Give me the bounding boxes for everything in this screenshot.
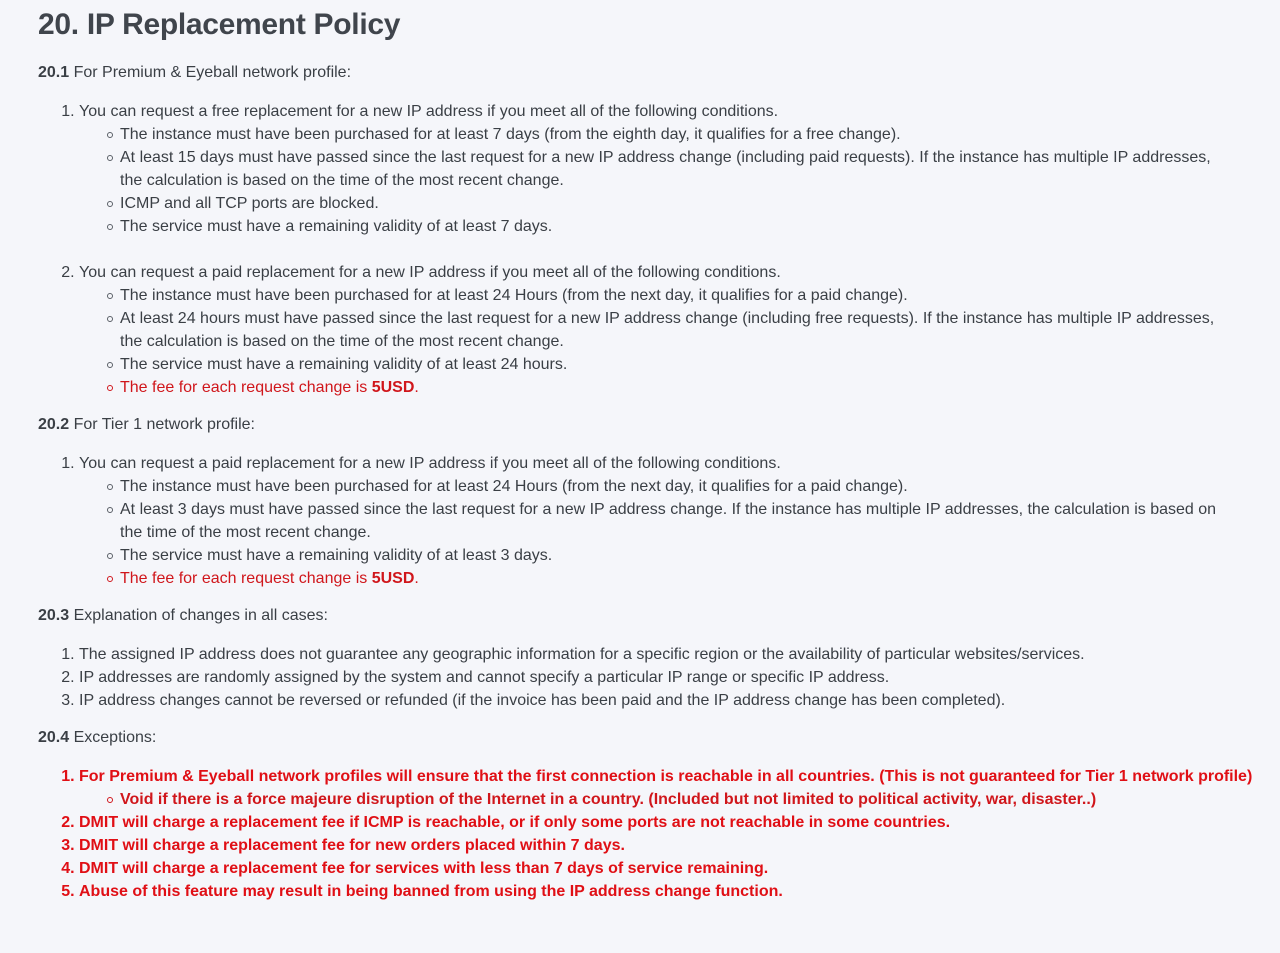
- section-20-4-list: [38, 765, 1280, 903]
- list-item: [79, 261, 1280, 399]
- sub-list-item: At least 24 hours must have passed since the last request for a new IP address change (including free requests). If the instance has multiple IP addresses, the calculation is based on the time of the most recent change.: [120, 307, 1226, 353]
- sub-list: [79, 788, 1280, 811]
- sub-list-item: The instance must have been purchased for at least 7 days (from the eighth day, it qualifies for a free change).: [120, 123, 1226, 146]
- sub-list-item: The instance must have been purchased for at least 24 Hours (from the next day, it qualifies for a paid change).: [120, 284, 1226, 307]
- list-item: 5. Abuse of this feature may result in being banned from using the IP address change function.: [79, 880, 1280, 903]
- page-title: 20. IP Replacement Policy: [38, 8, 401, 41]
- section-20-2-list: [38, 452, 1280, 590]
- list-item: 3. DMIT will charge a replacement fee for new orders placed within 7 days.: [79, 834, 1280, 857]
- list-item: [79, 452, 1280, 590]
- sub-list-item: The instance must have been purchased for at least 24 Hours (from the next day, it qualifies for a paid change).: [120, 475, 1226, 498]
- section-number: 20.1: [38, 64, 70, 81]
- sub-list-item: Void if there is a force majeure disruption of the Internet in a country. (Included but not limited to political activity, war, disaster..): [120, 788, 1280, 811]
- fee-amount: 5USD: [371, 570, 415, 587]
- list-item: [79, 765, 1280, 811]
- sub-list: [79, 123, 1226, 238]
- section-heading-text: Explanation of changes in all cases:: [73, 607, 328, 624]
- list-item-text: For Premium & Eyeball network profiles will ensure that the first connection is reachable in all countries. (This is not guaranteed for Tier 1 network profile): [79, 768, 1253, 785]
- fee-text: The fee for each request change is: [120, 570, 372, 587]
- list-item: [79, 100, 1280, 261]
- fee-text: The fee for each request change is: [120, 379, 372, 396]
- section-20-3-heading: [38, 604, 1280, 627]
- section-number: 20.2: [38, 416, 70, 433]
- list-item-text: You can request a free replacement for a new IP address if you meet all of the following conditions.: [79, 103, 779, 120]
- spacer: [79, 238, 1280, 261]
- section-number: 20.3: [38, 607, 70, 624]
- section-20-1-heading: [38, 61, 1280, 84]
- list-item: 4. DMIT will charge a replacement fee for services with less than 7 days of service remaining.: [79, 857, 1280, 880]
- sub-list-item: At least 15 days must have passed since the last request for a new IP address change (including paid requests). If the instance has multiple IP addresses, the calculation is based on the time of the most recent change.: [120, 146, 1226, 192]
- section-20-2-heading: [38, 413, 1280, 436]
- fee-suffix: .: [414, 379, 419, 396]
- list-item-text: You can request a paid replacement for a new IP address if you meet all of the following conditions.: [79, 264, 781, 281]
- sub-list-item: The service must have a remaining validity of at least 3 days.: [120, 544, 1226, 567]
- list-item: 2. IP addresses are randomly assigned by the system and cannot specify a particular IP range or specific IP address.: [79, 666, 1280, 689]
- list-item: 2. DMIT will charge a replacement fee if ICMP is reachable, or if only some ports are not reachable in some countries.: [79, 811, 1280, 834]
- fee-item: [120, 376, 1226, 399]
- sub-list-item: The service must have a remaining validity of at least 24 hours.: [120, 353, 1226, 376]
- section-20-3-list: [38, 643, 1280, 712]
- section-heading-text: Exceptions:: [73, 729, 157, 746]
- sub-list: [79, 284, 1226, 399]
- section-heading-text: For Premium & Eyeball network profile:: [73, 64, 352, 81]
- sub-list-item: At least 3 days must have passed since the last request for a new IP address change. If the instance has multiple IP addresses, the calculation is based on the time of the most recent change.: [120, 498, 1226, 544]
- list-item: 3. IP address changes cannot be reversed or refunded (if the invoice has been paid and the IP address change has been completed).: [79, 689, 1280, 712]
- section-number: 20.4: [38, 729, 70, 746]
- section-20-1-list: [38, 100, 1280, 399]
- fee-amount: 5USD: [371, 379, 415, 396]
- list-item-text: You can request a paid replacement for a new IP address if you meet all of the following conditions.: [79, 455, 781, 472]
- fee-item: [120, 567, 1226, 590]
- sub-list-item: The service must have a remaining validity of at least 7 days.: [120, 215, 1226, 238]
- sub-list-item: ICMP and all TCP ports are blocked.: [120, 192, 1226, 215]
- sub-list: [79, 475, 1226, 590]
- fee-suffix: .: [414, 570, 419, 587]
- section-20-4-heading: [38, 726, 1280, 749]
- list-item: 1. The assigned IP address does not guarantee any geographic information for a specific region or the availability of particular websites/services.: [79, 643, 1280, 666]
- section-heading-text: For Tier 1 network profile:: [73, 416, 255, 433]
